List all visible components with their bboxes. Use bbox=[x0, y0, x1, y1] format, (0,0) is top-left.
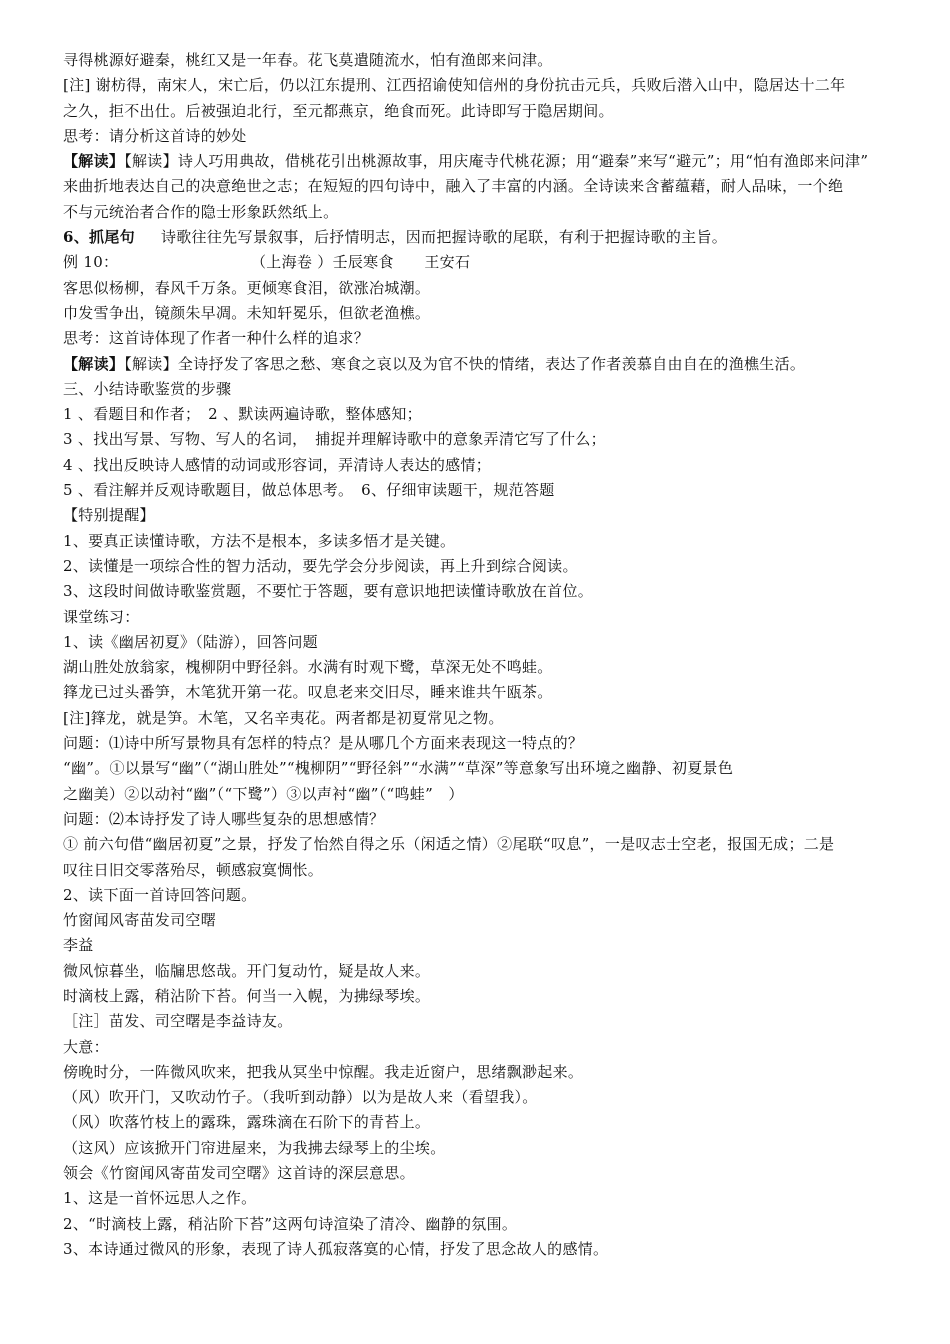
interpretation-line bbox=[63, 149, 903, 174]
question-line: 思考：请分析这首诗的妙处 bbox=[63, 126, 247, 145]
poem-line: 巾发雪争出，镜颜朱早凋。未知轩冕乐，但欲老渔樵。 bbox=[63, 303, 431, 322]
poem-author: 李益 bbox=[63, 936, 94, 955]
summary-line: （这风）应该掀开门帘进屋来，为我拂去绿琴上的尘埃。 bbox=[63, 1138, 446, 1157]
poem-title: 竹窗闻风寄苗发司空曙 bbox=[63, 911, 217, 930]
section-heading-line bbox=[63, 225, 903, 250]
question-line: 思考：这首诗体现了作者一种什么样的追求？ bbox=[63, 329, 370, 348]
answer-line: 叹往日旧交零落殆尽，顿感寂寞惆怅。 bbox=[63, 860, 324, 879]
section-title: 三、小结诗歌鉴赏的步骤 bbox=[63, 379, 232, 398]
step-line: 1 、看题目和作者； 2 、默读两遍诗歌，整体感知； bbox=[63, 405, 422, 424]
poem-line: 箨龙已过头番笋，木笔犹开第一花。叹息老来交旧尽，睡来谁共午瓯茶。 bbox=[63, 683, 553, 702]
meaning-item: 2、“时滴枝上露，稍沾阶下苔”这两句诗渲染了清冷、幽静的氛围。 bbox=[63, 1214, 518, 1233]
section-heading-text: 诗歌往往先写景叙事，后抒情明志，因而把握诗歌的尾联，有利于把握诗歌的主旨。 bbox=[160, 228, 728, 247]
interpretation-label: 【解读】 bbox=[63, 354, 125, 373]
summary-heading: 大意： bbox=[63, 1037, 109, 1056]
poem-line: 客思似杨柳，春风千万条。更倾寒食泪，欲涨冶城潮。 bbox=[63, 278, 431, 297]
exercise-heading: 课堂练习： bbox=[63, 607, 140, 626]
summary-line: （风）吹落竹枝上的露珠，露珠滴在石阶下的青苔上。 bbox=[63, 1113, 431, 1132]
reminder-heading: 【特别提醒】 bbox=[63, 506, 155, 525]
answer-line: 之幽美）②以动衬“幽”（“下鹭”）③以声衬“幽”（“鸣蛙” ） bbox=[63, 784, 464, 803]
poem-line: 寻得桃源好避秦，桃红又是一年春。花飞莫遣随流水，怕有渔郎来问津。 bbox=[63, 51, 553, 69]
interpretation-line bbox=[63, 352, 903, 377]
example-source: （上海卷 ）壬辰寒食 王安石 bbox=[251, 253, 471, 272]
meaning-item: 3、本诗通过微风的形象，表现了诗人孤寂落寞的心情，抒发了思念故人的感情。 bbox=[63, 1239, 609, 1258]
exercise-item: 1、读《幽居初夏》（陆游），回答问题 bbox=[63, 632, 318, 651]
step-line: 3 、找出写景、写物、写人的名词， 捕捉并理解诗歌中的意象弄清它写了什么； bbox=[63, 430, 606, 449]
reminder-item: 2、读懂是一项综合性的智力活动，要先学会分步阅读，再上升到综合阅读。 bbox=[63, 556, 578, 575]
meaning-item: 1、这是一首怀远思人之作。 bbox=[63, 1189, 257, 1208]
section-heading: 6、抓尾句 bbox=[63, 228, 135, 247]
step-line: 4 、找出反映诗人感情的动词或形容词，弄清诗人表达的感情； bbox=[63, 455, 492, 474]
interpretation-line: 来曲折地表达自己的决意绝世之志；在短短的四句诗中，融入了丰富的内涵。全诗读来含蓄蕴藉，耐人品味，一个绝 bbox=[63, 177, 844, 196]
question-line: 问题：⑴诗中所写景物具有怎样的特点？是从哪几个方面来表现这一特点的？ bbox=[63, 734, 584, 753]
interpretation-text: 【解读】诗人巧用典故，借桃花引出桃源故事，用庆庵寺代桃花源；用“避秦”来写“避元”；用“怕有渔郎来问津” bbox=[124, 152, 869, 171]
summary-line: 傍晚时分，一阵微风吹来，把我从冥坐中惊醒。我走近窗户，思绪飘渺起来。 bbox=[63, 1062, 584, 1081]
example-line bbox=[63, 250, 903, 275]
poem-line: 微风惊暮坐，临牖思悠哉。开门复动竹，疑是故人来。 bbox=[63, 961, 431, 980]
meaning-heading: 领会《竹窗闻风寄苗发司空曙》这首诗的深层意思。 bbox=[63, 1164, 415, 1183]
note-line: [注] 谢枋得，南宋人，宋亡后，仍以江东提刑、江西招谕使知信州的身份抗击元兵，兵败后潜入山中，隐居达十二年 bbox=[63, 76, 846, 95]
note-line: 之久，拒不出仕。后被强迫北行，至元都燕京，绝食而死。此诗即写于隐居期间。 bbox=[63, 101, 614, 120]
interpretation-label: 【解读】 bbox=[63, 152, 125, 171]
answer-line: ① 前六句借“幽居初夏”之景，抒发了怡然自得之乐（闲适之情）②尾联“叹息”，一是叹志士空老，报国无成；二是 bbox=[63, 835, 835, 854]
interpretation-line: 不与元统治者合作的隐士形象跃然纸上。 bbox=[63, 202, 339, 221]
interpretation-text: 【解读】全诗抒发了客思之愁、寒食之哀以及为官不快的情绪，表达了作者羡慕自由自在的渔樵生活。 bbox=[124, 354, 806, 373]
example-label: 例 10： bbox=[63, 253, 119, 272]
exercise-item: 2、读下面一首诗回答问题。 bbox=[63, 885, 257, 904]
note-line: ［注］苗发、司空曙是李益诗友。 bbox=[63, 1012, 293, 1031]
poem-line: 时滴枝上露，稍沾阶下苔。何当一入幌，为拂绿琴埃。 bbox=[63, 986, 431, 1005]
question-line: 问题：⑵本诗抒发了诗人哪些复杂的思想感情？ bbox=[63, 809, 385, 828]
step-line: 5 、看注解并反观诗歌题目，做总体思考。 6、仔细审读题干，规范答题 bbox=[63, 481, 555, 500]
document-page bbox=[63, 48, 903, 1262]
summary-line: （风）吹开门，又吹动竹子。（我听到动静）以为是故人来（看望我）。 bbox=[63, 1088, 538, 1107]
reminder-item: 3、这段时间做诗歌鉴赏题，不要忙于答题，要有意识地把读懂诗歌放在首位。 bbox=[63, 582, 594, 601]
poem-line: 湖山胜处放翁家，槐柳阴中野径斜。水满有时观下鹭，草深无处不鸣蛙。 bbox=[63, 658, 553, 677]
reminder-item: 1、要真正读懂诗歌，方法不是根本，多读多悟才是关键。 bbox=[63, 531, 456, 550]
answer-line: “幽”。①以景写“幽”（“湖山胜处”“槐柳阴”“野径斜”“水满”“草深”等意象写出环境之幽静、初夏景色 bbox=[63, 759, 734, 778]
note-line: [注]箨龙，就是笋。木笔，又名辛夷花。两者都是初夏常见之物。 bbox=[63, 708, 504, 727]
